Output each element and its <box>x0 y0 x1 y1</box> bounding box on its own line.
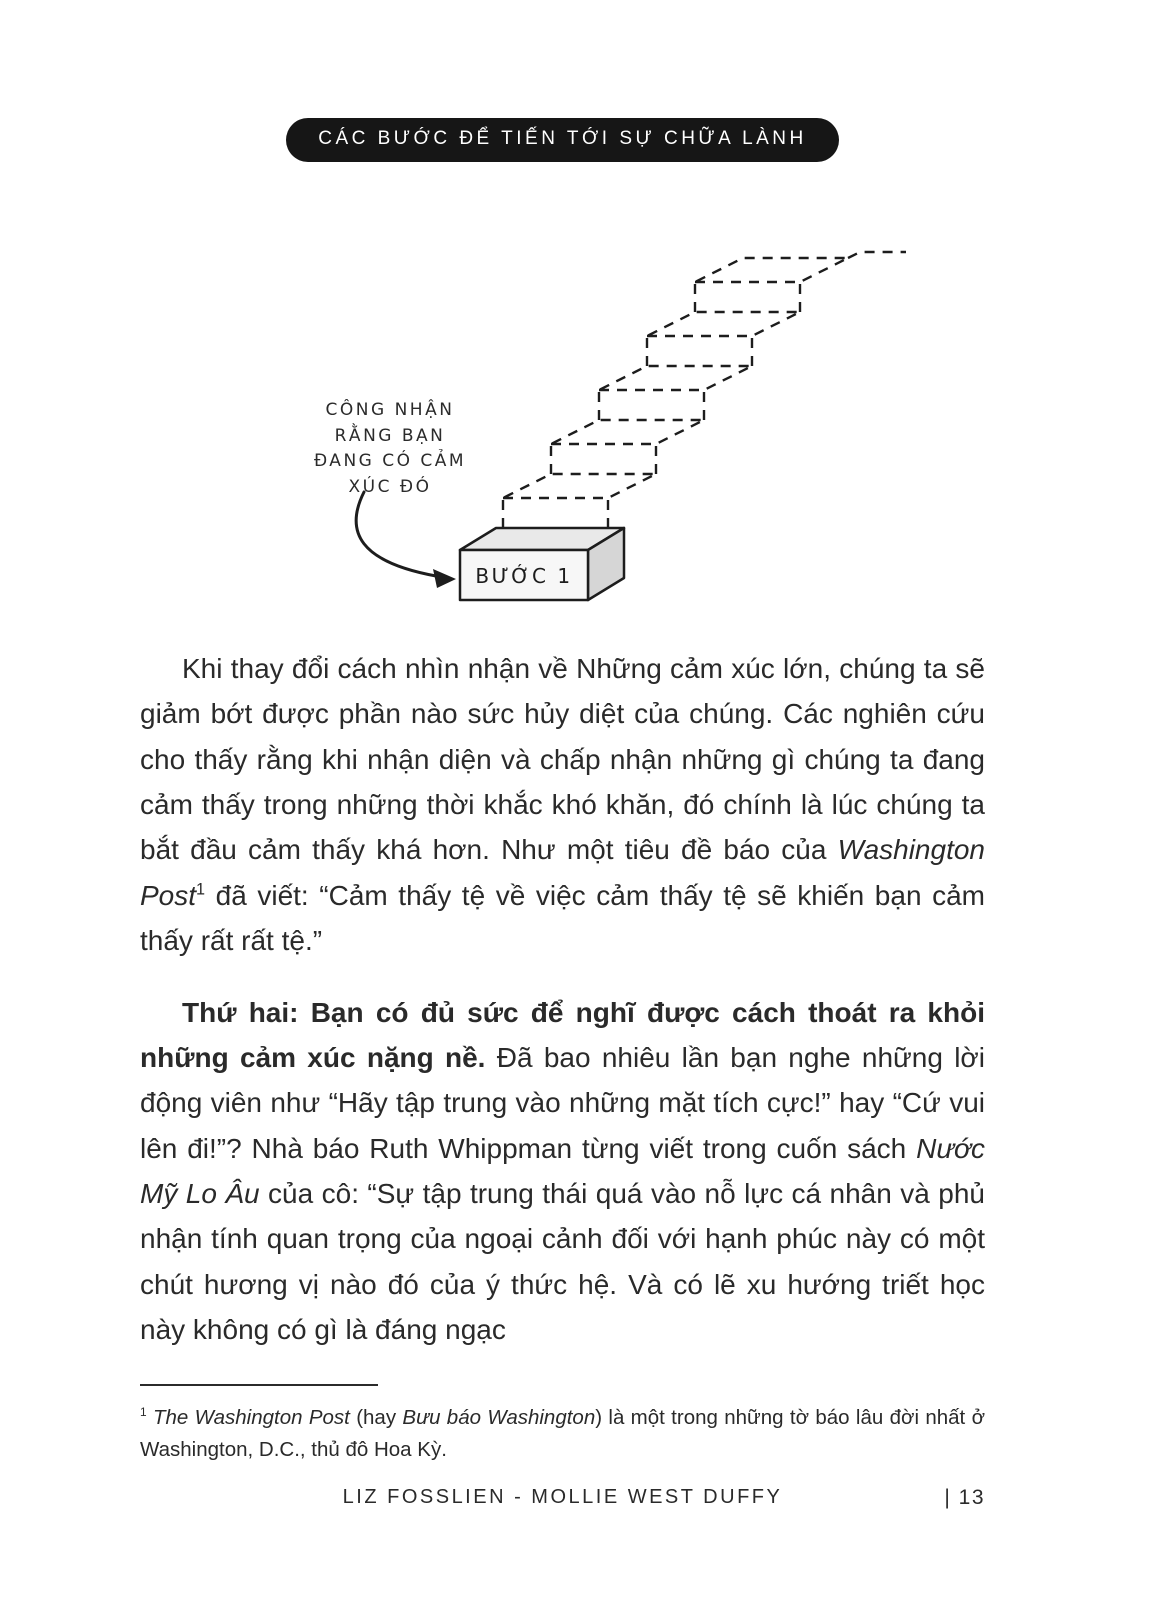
caption-line-1: CÔNG NHẬN <box>325 400 455 420</box>
step-1-label: BƯỚC 1 <box>475 564 573 588</box>
chapter-header-label: CÁC BƯỚC ĐỂ TIẾN TỚI SỰ CHỮA LÀNH <box>318 128 807 149</box>
dashed-staircase <box>503 252 906 528</box>
chapter-header-badge <box>286 118 839 162</box>
stairs-drawing <box>298 232 918 632</box>
page-number: | 13 <box>944 1486 985 1509</box>
page-footer <box>140 1486 985 1509</box>
step-box <box>460 528 624 600</box>
stairs-illustration <box>140 232 985 632</box>
stair-risers <box>503 282 800 528</box>
curved-arrow-icon <box>356 492 456 588</box>
caption-line-3: ĐANG CÓ CẢM <box>313 451 467 471</box>
paragraph-1: Khi thay đổi cách nhìn nhận về Những cảm xúc lớn, chúng ta sẽ giảm bớt được phần nào sức hủy diệt của chúng. Các nghiên cứu cho thấy rằng khi nhận diện và chấp nhận những gì chúng ta đang cảm thấy trong những thời khắc khó khăn, đó chính là lúc chúng ta bắt đầu cảm thấy khá hơn. Như một tiêu đề báo của Washington Post$^1$ đã viết: “Cảm thấy tệ về việc cảm thấy tệ sẽ khiến bạn cảm thấy rất rất tệ.” <box>140 653 985 957</box>
footnote-text: $^1$ The Washington Post (hay Bưu báo Washington) là một trong những tờ báo lâu đời nhất ở Washington, D.C., thủ đô Hoa Kỳ. <box>140 1405 986 1462</box>
paragraph-2: Thứ hai: Bạn có đủ sức để nghĩ được cách thoát ra khỏi những cảm xúc nặng nề. Đã bao nhiêu lần bạn nghe những lời động viên như “Hãy tập trung vào những mặt tích cực!” hay “Cứ vui lên đi!”? Nhà báo Ruth Whippman từng viết trong cuốn sách Nước Mỹ Lo Âu của cô: “Sự tập trung thái quá vào nỗ lực cá nhân và phủ nhận tính quan trọng của ngoại cảnh đối với hạnh phúc này có một chút hương vị nào đó của ý thức hệ. Và có lẽ xu hướng triết học này không có gì là đáng ngạc <box>140 996 986 1346</box>
footnote-divider <box>140 1384 378 1386</box>
caption-line-4: XÚC ĐÓ <box>348 476 432 497</box>
stair-treads <box>503 252 906 498</box>
caption-line-2: RẰNG BẠN <box>334 425 446 446</box>
footer-authors: LIZ FOSSLIEN - MOLLIE WEST DUFFY <box>342 1486 783 1508</box>
